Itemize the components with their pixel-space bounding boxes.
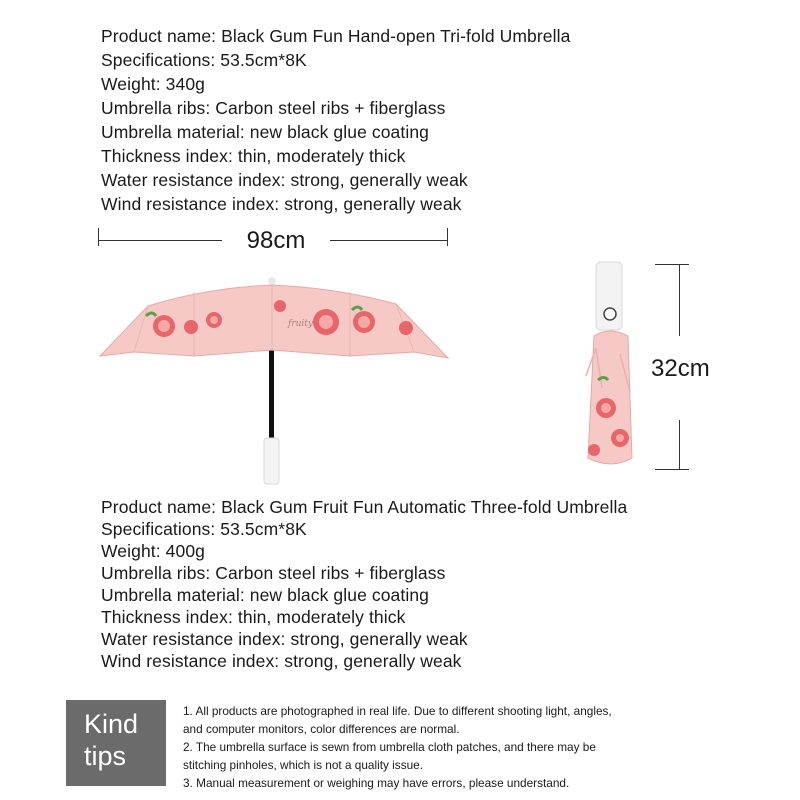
- spec-specifications: Specifications: 53.5cm*8K: [101, 519, 307, 539]
- spec-water-resistance: Water resistance index: strong, generally weak: [101, 629, 468, 649]
- kind-tips-title-line-2: tips: [84, 741, 127, 771]
- tip-note: 1. All products are photographed in real life. Due to different shooting light, angles,: [183, 704, 612, 718]
- spec-thickness: Thickness index: thin, moderately thick: [101, 607, 406, 627]
- dimension-line: [679, 264, 680, 336]
- dimension-tick: [98, 228, 99, 246]
- product-1-specs: [101, 24, 570, 216]
- dimension-line: [98, 240, 222, 241]
- kind-tips-notes: [183, 702, 743, 792]
- spec-thickness: Thickness index: thin, moderately thick: [101, 146, 406, 166]
- tip-note: and computer monitors, color differences are normal.: [183, 722, 460, 736]
- spec-ribs: Umbrella ribs: Carbon steel ribs + fiberglass: [101, 98, 446, 118]
- tip-note: 3. Manual measurement or weighing may have errors, please understand.: [183, 776, 570, 790]
- tip-note: 2. The umbrella surface is sewn from umbrella cloth patches, and there may be: [183, 740, 596, 754]
- open-umbrella-image: [96, 270, 452, 486]
- spec-water-resistance: Water resistance index: strong, generally weak: [101, 170, 468, 190]
- dimension-tick: [655, 469, 689, 470]
- folded-umbrella-image: [580, 258, 640, 472]
- height-dimension: [651, 264, 755, 470]
- kind-tips-box: [66, 700, 166, 786]
- spec-product-name: Product name: Black Gum Fruit Fun Automatic Three-fold Umbrella: [101, 497, 628, 517]
- dimension-tick: [655, 264, 689, 265]
- height-label: 32cm: [651, 355, 710, 382]
- dimension-line: [679, 420, 680, 470]
- width-label: 98cm: [246, 227, 306, 254]
- spec-weight: Weight: 400g: [101, 541, 206, 561]
- umbrella-print-text: fruity: [288, 319, 314, 329]
- spec-wind-resistance: Wind resistance index: strong, generally weak: [101, 194, 462, 214]
- width-dimension: [98, 228, 448, 258]
- spec-material: Umbrella material: new black glue coating: [101, 122, 430, 142]
- product-2-specs: [101, 496, 627, 672]
- spec-ribs: Umbrella ribs: Carbon steel ribs + fiberglass: [101, 563, 446, 583]
- spec-product-name: Product name: Black Gum Fun Hand-open Tri-fold Umbrella: [101, 26, 571, 46]
- kind-tips-title-line-1: Kind: [84, 709, 139, 739]
- dimension-line: [330, 240, 448, 241]
- tip-note: stitching pinholes, which is not a quality issue.: [183, 758, 423, 772]
- spec-material: Umbrella material: new black glue coating: [101, 585, 430, 605]
- spec-specifications: Specifications: 53.5cm*8K: [101, 50, 307, 70]
- spec-weight: Weight: 340g: [101, 74, 206, 94]
- dimension-tick: [447, 228, 448, 246]
- spec-wind-resistance: Wind resistance index: strong, generally weak: [101, 651, 462, 671]
